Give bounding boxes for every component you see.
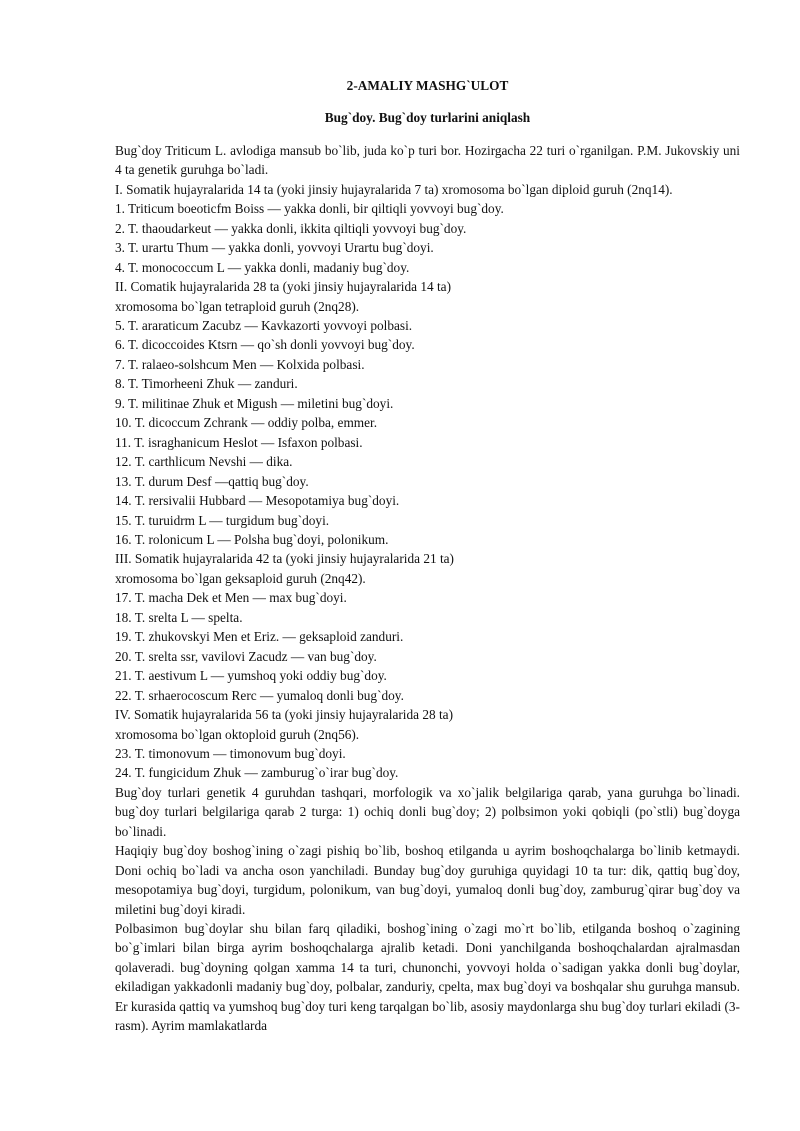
list-item: I. Somatik hujayralarida 14 ta (yoki jinsiy hujayralarida 7 ta) xromosoma bo`lgan diploid guruh (2nq14). (115, 181, 673, 197)
page-title: 2-AMALIY MASHG`ULOT (346, 78, 509, 93)
list-item: xromosoma bo`lgan tetraploid guruh (2nq28). (115, 298, 360, 314)
list-item: 15. T. turuidrm L — turgidum bug`doyi. (115, 512, 330, 528)
list-item: 14. T. rersivalii Hubbard — Mesopotamiya bug`doyi. (115, 493, 400, 509)
list-item: xromosoma bo`lgan oktoploid guruh (2nq56). (115, 726, 360, 742)
page-subtitle: Bug`doy. Bug`doy turlarini aniqlash (324, 110, 531, 126)
list-item: 4. T. monococcum L — yakka donli, madaniy bug`doy. (115, 259, 410, 275)
intro-paragraph: Bug`doy Triticum L. avlodiga mansub bo`lib, juda ko`p turi bor. Hozirgacha 22 turi o`rganilgan. P.M. Jukovskiy uni 4 ta genetik guruhga bo`ladi. (115, 142, 740, 178)
list-item: 16. T. rolonicum L — Polsha bug`doyi, polonikum. (115, 531, 389, 547)
list-item: 18. T. srelta L — spelta. (115, 609, 243, 625)
list-item: II. Comatik hujayralarida 28 ta (yoki jinsiy hujayralarida 14 ta) (115, 279, 452, 295)
list-item: 3. T. urartu Thum — yakka donli, yovvoyi Urartu bug`doyi. (115, 240, 434, 256)
list-item: 13. T. durum Desf —qattiq bug`doy. (115, 473, 309, 489)
list-item: 5. T. araraticum Zacubz — Kavkazorti yovvoyi polbasi. (115, 317, 413, 333)
list-item: 11. T. israghanicum Heslot — Isfaxon polbasi. (115, 434, 363, 450)
list-item: 17. T. macha Dek et Men — max bug`doyi. (115, 590, 347, 606)
body-paragraph: Bug`doy turlari genetik 4 guruhdan tashqari, morfologik va xo`jalik belgilariga qarab, yana guruhga bo`linadi. bug`doy turlari belgilariga qarab 2 turga: 1) ochiq donli bug`doy; 2) polbsimon yoki qobiqli (po`stli) bug`doyga bo`linadi. (115, 784, 740, 839)
body-paragraphs (115, 783, 740, 1036)
species-list (115, 180, 740, 783)
body-paragraph: Polbasimon bug`doylar shu bilan farq qiladiki, boshog`ining o`zagi mo`rt bo`lib, etilganda boshoq o`zagining bo`g`imlari bilan birga ayrim boshoqchalarga ajralib ketadi. Doni yanchilganda boshoqchalardan ajralmasdan qolaveradi. bug`doyning qolgan xamma 14 ta turi, chunonchi, yovvoyi holda o`sadigan yakka donli bug`doylar, ekiladigan yakkadonli madaniy bug`doy, polbalar, zanduriy, cpelta, max bug`doyi va boshqalar shu guruhga mansub. Er kurasida qattiq va yumshoq bug`doy turi keng tarqalgan bo`lib, asosiy maydonlarga shu bug`doy turlari ekiladi (3-rasm). Ayrim mamlakatlarda (115, 921, 740, 1034)
list-item: 21. T. aestivum L — yumshoq yoki oddiy bug`doy. (115, 668, 387, 684)
list-item: 6. T. dicoccoides Ktsrn — qo`sh donli yovvoyi bug`doy. (115, 337, 415, 353)
list-item: 9. T. militinae Zhuk et Migush — miletini bug`doyi. (115, 395, 394, 411)
list-item: 7. T. ralaeo-solshcum Men — Kolxida polbasi. (115, 356, 365, 372)
document-page (115, 76, 740, 1036)
list-item: 1. Triticum boeoticfm Boiss — yakka donli, bir qiltiqli yovvoyi bug`doy. (115, 201, 504, 217)
list-item: 8. T. Timorheeni Zhuk — zanduri. (115, 376, 298, 392)
list-item: 19. T. zhukovskyi Men et Eriz. — geksaploid zanduri. (115, 629, 404, 645)
list-item: 22. T. srhaerocoscum Rerc — yumaloq donli bug`doy. (115, 687, 404, 703)
list-item: xromosoma bo`lgan geksaploid guruh (2nq42). (115, 570, 366, 586)
list-item: 20. T. srelta ssr, vavilovi Zacudz — van bug`doy. (115, 648, 377, 664)
list-item: 2. T. thaoudarkeut — yakka donli, ikkita qiltiqli yovvoyi bug`doy. (115, 220, 467, 236)
list-item: 23. T. timonovum — timonovum bug`doyi. (115, 745, 346, 761)
list-item: 24. T. fungicidum Zhuk — zamburug`o`irar bug`doy. (115, 765, 399, 781)
list-item: III. Somatik hujayralarida 42 ta (yoki jinsiy hujayralarida 21 ta) (115, 551, 454, 567)
list-item: 10. T. dicoccum Zchrank — oddiy polba, emmer. (115, 415, 378, 431)
list-item: IV. Somatik hujayralarida 56 ta (yoki jinsiy hujayralarida 28 ta) (115, 707, 453, 723)
list-item: 12. T. carthlicum Nevshi — dika. (115, 454, 293, 470)
body-paragraph: Haqiqiy bug`doy boshog`ining o`zagi pishiq bo`lib, boshoq etilganda u ayrim boshoqchalarga bo`linib ketmaydi. Doni ochiq bo`ladi va ancha oson yanchiladi. Bunday bug`doy guruhiga quyidagi 10 ta tur: dik, qattiq bug`doy, mesopotamiya bug`doyi, turgidum, polonikum, van bug`doyi, yumaloq donli bug`doy, zamburug`qirar bug`doy va miletini bug`doyi kiradi. (115, 843, 740, 917)
